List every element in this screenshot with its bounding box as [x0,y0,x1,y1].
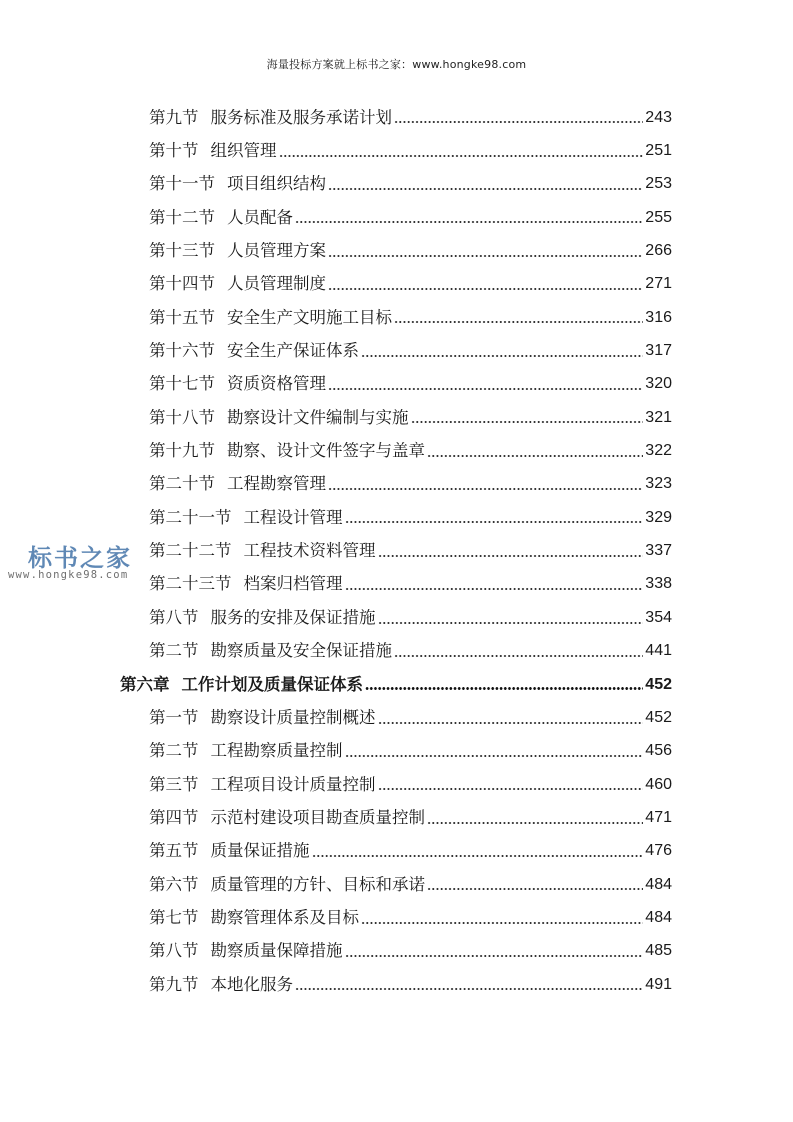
toc-section-entry[interactable] [0,501,672,534]
toc-entry-page-number: 491 [645,975,672,993]
toc-dot-leader [345,955,644,957]
toc-entry-page-number: 329 [645,508,672,526]
toc-entry-title: 质量保证措施 [210,841,310,861]
toc-section-entry[interactable] [0,434,672,467]
toc-dot-leader [378,622,644,624]
toc-entry-page-number: 441 [645,642,672,660]
toc-entry-page-number: 255 [645,208,672,226]
toc-entry-number: 第二节 [149,641,199,661]
toc-entry-number: 第四节 [149,807,199,827]
toc-section-entry[interactable] [0,168,672,201]
toc-entry-number: 第十五节 [149,307,215,327]
toc-entry-number: 第十二节 [149,207,215,227]
toc-entry-title: 人员配备 [227,207,293,227]
toc-entry-page-number: 337 [645,542,672,560]
toc-section-entry[interactable] [0,134,672,167]
toc-section-entry[interactable] [0,468,672,501]
toc-entry-number: 第十三节 [149,241,215,261]
toc-entry-page-number: 476 [645,842,672,860]
toc-entry-number: 第九节 [149,974,199,994]
toc-entry-number: 第十七节 [149,374,215,394]
toc-entry-title: 工程技术资料管理 [243,541,376,561]
toc-entry-title: 勘察设计文件编制与实施 [227,407,409,427]
toc-dot-leader [361,355,643,357]
toc-entry-number: 第十八节 [149,407,215,427]
toc-entry-title: 工程设计管理 [243,507,343,527]
toc-entry-title: 项目组织结构 [227,174,326,194]
toc-dot-leader [427,822,643,824]
toc-entry-number: 第二十二节 [149,541,232,561]
toc-entry-title: 示范村建设项目勘查质量控制 [210,807,425,827]
toc-entry-page-number: 452 [645,708,672,726]
toc-entry-title: 服务标准及服务承诺计划 [210,107,392,127]
toc-entry-page-number: 484 [645,908,672,926]
toc-entry-page-number: 354 [645,608,672,626]
toc-entry-title: 勘察质量及安全保证措施 [210,641,392,661]
toc-entry-number: 第二十一节 [149,507,232,527]
toc-entry-title: 安全生产保证体系 [227,341,359,361]
toc-entry-title: 勘察质量保障措施 [210,941,343,961]
toc-entry-page-number: 251 [645,142,672,160]
toc-entry-page-number: 320 [645,375,672,393]
toc-entry-page-number: 317 [645,342,672,360]
watermark-url: www.hongke98.com [8,569,129,581]
toc-dot-leader [365,687,643,690]
toc-entry-page-number: 271 [645,275,672,293]
toc-section-entry[interactable] [0,334,672,367]
toc-dot-leader [378,722,644,724]
toc-entry-number: 第十四节 [149,274,215,294]
toc-entry-title: 组织管理 [210,141,277,161]
toc-chapter-entry[interactable] [0,668,672,701]
toc-dot-leader [328,188,643,190]
toc-section-entry[interactable] [0,268,672,301]
toc-section-entry[interactable] [0,735,672,768]
toc-entry-title: 档案归档管理 [243,574,343,594]
toc-dot-leader [328,255,643,257]
toc-entry-page-number: 452 [645,675,672,693]
toc-entry-number: 第八节 [149,941,199,961]
toc-entry-title: 工程项目设计质量控制 [210,774,376,794]
toc-section-entry[interactable] [0,368,672,401]
toc-entry-page-number: 471 [645,808,672,826]
toc-entry-number: 第五节 [149,841,199,861]
toc-section-entry[interactable] [0,901,672,934]
toc-section-entry[interactable] [0,635,672,668]
toc-entry-title: 资质资格管理 [227,374,326,394]
toc-dot-leader [394,655,643,657]
toc-entry-page-number: 338 [645,575,672,593]
toc-entry-page-number: 243 [645,108,672,126]
toc-entry-title: 工程勘察管理 [227,474,326,494]
toc-entry-number: 第九节 [149,107,199,127]
toc-section-entry[interactable] [0,968,672,1001]
toc-dot-leader [427,888,643,890]
toc-dot-leader [345,755,644,757]
toc-section-entry[interactable] [0,868,672,901]
toc-entry-page-number: 316 [645,308,672,326]
toc-entry-page-number: 484 [645,875,672,893]
toc-dot-leader [394,321,643,323]
toc-section-entry[interactable] [0,701,672,734]
toc-entry-title: 勘察管理体系及目标 [210,907,359,927]
toc-dot-leader [295,221,643,223]
toc-section-entry[interactable] [0,534,672,567]
toc-dot-leader [427,455,643,457]
toc-entry-title: 工作计划及质量保证体系 [181,674,363,694]
toc-dot-leader [328,288,643,290]
toc-entry-number: 第三节 [149,774,199,794]
watermark-title: 标书之家 [28,543,132,572]
toc-entry-number: 第七节 [149,907,199,927]
page-header: 海量投标方案就上标书之家：www.hongke98.com [266,58,527,71]
toc-section-entry[interactable] [0,601,672,634]
toc-entry-title: 工程勘察质量控制 [210,741,343,761]
table-of-contents [0,101,793,1001]
toc-entry-page-number: 456 [645,742,672,760]
toc-entry-title: 安全生产文明施工目标 [227,307,392,327]
toc-entry-title: 本地化服务 [210,974,293,994]
toc-section-entry[interactable] [0,201,672,234]
toc-section-entry[interactable] [0,768,672,801]
toc-entry-number: 第二十节 [149,474,215,494]
toc-dot-leader [345,521,644,523]
toc-entry-title: 服务的安排及保证措施 [210,607,376,627]
toc-section-entry[interactable] [0,401,672,434]
toc-dot-leader [295,988,643,990]
toc-section-entry[interactable] [0,568,672,601]
toc-section-entry[interactable] [0,301,672,334]
toc-dot-leader [378,788,644,790]
toc-section-entry[interactable] [0,801,672,834]
toc-dot-leader [279,155,644,157]
toc-dot-leader [312,855,644,857]
toc-dot-leader [361,922,643,924]
toc-entry-title: 勘察、设计文件签字与盖章 [227,441,425,461]
toc-dot-leader [411,421,644,423]
toc-entry-title: 勘察设计质量控制概述 [210,707,376,727]
toc-section-entry[interactable] [0,835,672,868]
toc-entry-number: 第二十三节 [149,574,232,594]
toc-entry-title: 人员管理方案 [227,241,326,261]
toc-dot-leader [328,388,643,390]
toc-dot-leader [345,588,644,590]
toc-entry-page-number: 253 [645,175,672,193]
toc-section-entry[interactable] [0,101,672,134]
toc-dot-leader [394,121,643,123]
toc-entry-title: 人员管理制度 [227,274,326,294]
toc-entry-number: 第一节 [149,707,199,727]
toc-entry-number: 第八节 [149,607,199,627]
toc-dot-leader [378,555,644,557]
toc-entry-number: 第六节 [149,874,199,894]
toc-section-entry[interactable] [0,935,672,968]
toc-entry-number: 第十节 [149,141,199,161]
toc-section-entry[interactable] [0,234,672,267]
toc-entry-title: 质量管理的方针、目标和承诺 [210,874,425,894]
toc-entry-number: 第十一节 [149,174,215,194]
toc-entry-number: 第十六节 [149,341,215,361]
toc-entry-page-number: 323 [645,475,672,493]
toc-dot-leader [328,488,643,490]
toc-entry-page-number: 460 [645,775,672,793]
toc-entry-page-number: 321 [645,408,672,426]
toc-entry-page-number: 485 [645,942,672,960]
toc-entry-page-number: 266 [645,242,672,260]
toc-entry-number: 第十九节 [149,441,215,461]
toc-entry-page-number: 322 [645,442,672,460]
toc-entry-number: 第六章 [120,674,170,694]
toc-entry-number: 第二节 [149,741,199,761]
